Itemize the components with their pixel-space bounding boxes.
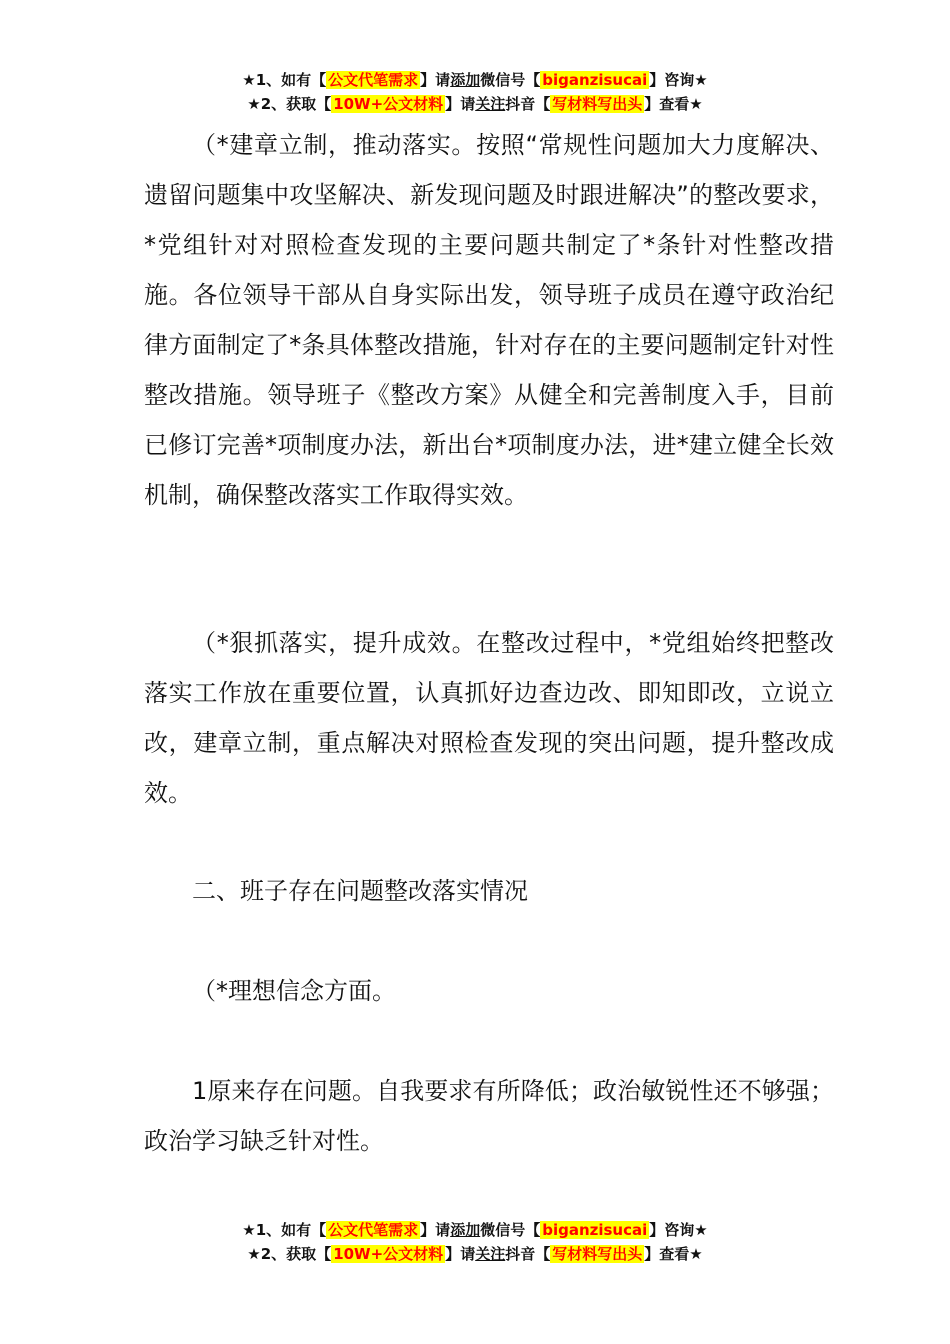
banner-text: 】请 bbox=[445, 95, 476, 113]
footer-banner bbox=[0, 1218, 950, 1266]
banner-text: ★1、如有【 bbox=[242, 71, 327, 89]
banner-text: 】咨询★ bbox=[649, 1221, 708, 1239]
paragraph-block bbox=[144, 866, 834, 916]
subsection-heading: （*理想信念方面。 bbox=[192, 977, 396, 1005]
banner-line-1 bbox=[0, 68, 950, 92]
paragraph-block bbox=[144, 120, 834, 520]
banner-text: 抖音【 bbox=[505, 95, 551, 113]
banner-line-2 bbox=[0, 1242, 950, 1266]
highlight-text: 写材料写出头 bbox=[552, 1245, 643, 1263]
banner-text: 】请 bbox=[420, 71, 451, 89]
banner-text: ★2、获取【 bbox=[247, 95, 332, 113]
highlight-text: biganzisucai bbox=[542, 71, 648, 89]
paragraph-block bbox=[144, 618, 834, 818]
highlight-text: 公文代笔需求 bbox=[328, 1221, 419, 1239]
highlight-text: 公文代笔需求 bbox=[328, 71, 419, 89]
banner-line-1 bbox=[0, 1218, 950, 1242]
underlined-text: 添加 bbox=[450, 1221, 481, 1239]
underlined-text: 关注 bbox=[475, 95, 506, 113]
banner-text: 微信号【 bbox=[480, 1221, 541, 1239]
paragraph-5: 1原来存在问题。自我要求有所降低；政治敏锐性还不够强；政治学习缺乏针对性。 bbox=[144, 1077, 834, 1155]
banner-text: 微信号【 bbox=[480, 71, 541, 89]
paragraph-block bbox=[144, 966, 834, 1016]
banner-text: 抖音【 bbox=[505, 1245, 551, 1263]
banner-text: 】查看★ bbox=[644, 1245, 703, 1263]
underlined-text: 关注 bbox=[475, 1245, 506, 1263]
paragraph-1: （*建章立制，推动落实。按照“常规性问题加大力度解决、遗留问题集中攻坚解决、新发现问题及时跟进解决”的整改要求，*党组针对对照检查发现的主要问题共制定了*条针对性整改措施。各位领导干部从自身实际出发，领导班子成员在遵守政治纪律方面制定了*条具体整改措施，针对存在的主要问题制定针对性整改措施。领导班子《整改方案》从健全和完善制度入手，目前已修订完善*项制度办法，新出台*项制度办法，进*建立健全长效机制，确保整改落实工作取得实效。 bbox=[144, 131, 834, 509]
paragraph-2: （*狠抓落实，提升成效。在整改过程中，*党组始终把整改落实工作放在重要位置，认真抓好边查边改、即知即改，立说立改，建章立制，重点解决对照检查发现的突出问题，提升整改成效。 bbox=[144, 629, 834, 807]
highlight-text: 10W+公文材料 bbox=[333, 1245, 444, 1263]
banner-text: ★1、如有【 bbox=[242, 1221, 327, 1239]
banner-text: 】请 bbox=[445, 1245, 476, 1263]
banner-text: 】咨询★ bbox=[649, 71, 708, 89]
section-heading: 二、班子存在问题整改落实情况 bbox=[192, 877, 528, 905]
highlight-text: biganzisucai bbox=[542, 1221, 648, 1239]
banner-text: 】查看★ bbox=[644, 95, 703, 113]
banner-text: ★2、获取【 bbox=[247, 1245, 332, 1263]
header-banner bbox=[0, 68, 950, 116]
highlight-text: 10W+公文材料 bbox=[333, 95, 444, 113]
underlined-text: 添加 bbox=[450, 71, 481, 89]
banner-text: 】请 bbox=[420, 1221, 451, 1239]
banner-line-2 bbox=[0, 92, 950, 116]
highlight-text: 写材料写出头 bbox=[552, 95, 643, 113]
paragraph-block bbox=[144, 1066, 834, 1166]
